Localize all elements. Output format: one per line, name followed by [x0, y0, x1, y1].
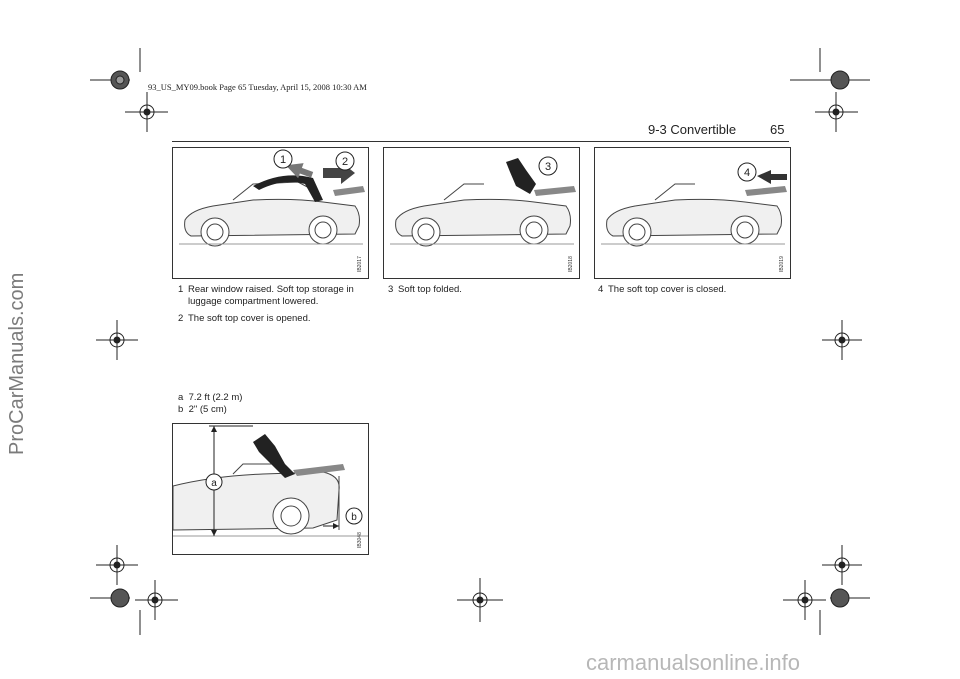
- callout-2: [336, 152, 354, 170]
- caption-figure-2: [388, 284, 580, 301]
- print-file-info: 93_US_MY09.book Page 65 Tuesday, April 15, 2008 10:30 AM: [148, 82, 367, 92]
- callout-a: [206, 474, 222, 490]
- car-illustration: [595, 148, 790, 278]
- dimension-b: b 2" (5 cm): [178, 404, 227, 415]
- figure-soft-top-opening: [172, 147, 369, 279]
- figure-code: IB2018: [568, 256, 574, 272]
- page-number: 65: [770, 122, 785, 137]
- header-rule: [172, 141, 789, 142]
- figure-height-dimensions: [172, 423, 369, 555]
- svg-text:b: b: [351, 512, 357, 523]
- callout-b: [346, 508, 362, 524]
- caption-item: 4 The soft top cover is closed.: [598, 284, 727, 295]
- figure-code: IB2019: [779, 256, 785, 272]
- caption-figure-1: [178, 284, 370, 330]
- car-illustration: [384, 148, 579, 278]
- caption-item: 3 Soft top folded.: [388, 284, 462, 295]
- caption-item: 1 Rear window raised. Soft top storage in luggage compartment lowered.: [178, 284, 354, 307]
- side-watermark: ProCarManuals.com: [6, 272, 28, 455]
- section-title: 9-3 Convertible: [648, 122, 737, 137]
- svg-text:1: 1: [279, 154, 287, 166]
- caption-figure-3: [598, 284, 790, 301]
- svg-text:2: 2: [341, 156, 349, 168]
- dimension-list: [178, 392, 242, 416]
- callout-3: [539, 157, 557, 175]
- car-illustration: [173, 424, 368, 554]
- bottom-watermark: carmanualsonline.info: [586, 650, 801, 675]
- callout-4: [738, 163, 756, 181]
- svg-text:a: a: [211, 478, 217, 489]
- figure-cover-closed: [594, 147, 791, 279]
- callout-1: [274, 150, 292, 168]
- car-illustration: [173, 148, 368, 278]
- caption-item: 2 The soft top cover is opened.: [178, 313, 311, 324]
- svg-text:4: 4: [743, 167, 751, 179]
- figure-soft-top-folded: [383, 147, 580, 279]
- svg-text:3: 3: [544, 161, 552, 173]
- figure-code: IB2017: [357, 256, 363, 272]
- dimension-a: a 7.2 ft (2.2 m): [178, 392, 243, 403]
- figure-code: IB3048: [357, 532, 363, 548]
